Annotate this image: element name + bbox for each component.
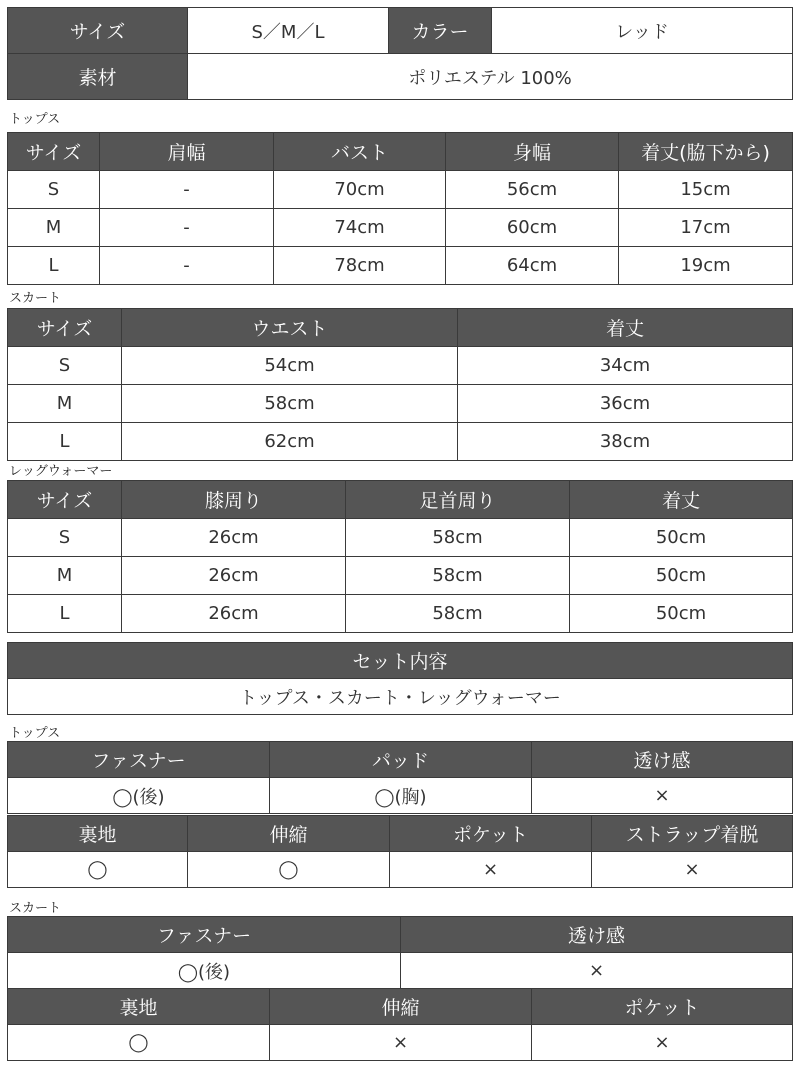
- table-cell: 34cm: [458, 347, 793, 385]
- table-cell: ◯(後): [8, 953, 401, 989]
- table-cell: ×: [532, 1025, 793, 1061]
- table-cell: L: [8, 247, 100, 285]
- col-header: サイズ: [8, 309, 122, 347]
- table-cell: ×: [390, 852, 592, 888]
- table-cell: L: [8, 595, 122, 633]
- skirt-spec-table-2: [7, 988, 793, 1061]
- table-cell: 50cm: [570, 519, 793, 557]
- col-header: サイズ: [8, 481, 122, 519]
- table-row: [8, 209, 793, 247]
- table-cell: ×: [532, 778, 793, 814]
- table-cell: M: [8, 557, 122, 595]
- summary-table: [7, 7, 793, 100]
- col-header: 着丈: [458, 309, 793, 347]
- table-row: [8, 557, 793, 595]
- col-header: 着丈(脇下から): [619, 133, 793, 171]
- col-header: 膝周り: [122, 481, 346, 519]
- col-header: 足首周り: [346, 481, 570, 519]
- col-header: 裏地: [8, 816, 188, 852]
- col-header: パッド: [270, 742, 532, 778]
- table-cell: 38cm: [458, 423, 793, 461]
- col-header: バスト: [274, 133, 446, 171]
- table-cell: S: [8, 171, 100, 209]
- table-row: [8, 778, 793, 814]
- material-value: ポリエステル 100%: [188, 54, 793, 100]
- table-row: [8, 347, 793, 385]
- table-cell: -: [100, 247, 274, 285]
- table-cell: ×: [270, 1025, 532, 1061]
- col-header: 伸縮: [188, 816, 390, 852]
- table-cell: 60cm: [446, 209, 619, 247]
- table-cell: 50cm: [570, 595, 793, 633]
- tops-size-caption: トップス: [9, 112, 61, 127]
- table-cell: ◯: [8, 852, 188, 888]
- table-cell: 17cm: [619, 209, 793, 247]
- table-cell: -: [100, 209, 274, 247]
- table-row: [8, 519, 793, 557]
- table-cell: ◯(後): [8, 778, 270, 814]
- col-header: ポケット: [390, 816, 592, 852]
- col-header: 着丈: [570, 481, 793, 519]
- table-row: [8, 953, 793, 989]
- table-cell: 26cm: [122, 557, 346, 595]
- table-cell: S: [8, 519, 122, 557]
- table-cell: ◯(胸): [270, 778, 532, 814]
- table-cell: ◯: [8, 1025, 270, 1061]
- table-cell: 54cm: [122, 347, 458, 385]
- col-header: サイズ: [8, 133, 100, 171]
- table-row: [8, 423, 793, 461]
- table-cell: 70cm: [274, 171, 446, 209]
- col-header: ファスナー: [8, 917, 401, 953]
- tops-spec-caption: トップス: [9, 726, 61, 741]
- set-contents-value: トップス・スカート・レッグウォーマー: [8, 679, 793, 715]
- table-row: [8, 1025, 793, 1061]
- material-label: 素材: [8, 54, 188, 100]
- skirt-spec-table-1: [7, 916, 793, 989]
- table-row: [8, 171, 793, 209]
- table-cell: M: [8, 209, 100, 247]
- set-contents-table: [7, 642, 793, 715]
- color-label: カラー: [389, 8, 492, 54]
- table-cell: 19cm: [619, 247, 793, 285]
- table-cell: 58cm: [346, 595, 570, 633]
- table-cell: 58cm: [346, 557, 570, 595]
- table-cell: 26cm: [122, 519, 346, 557]
- skirt-spec-caption: スカート: [9, 901, 62, 916]
- table-cell: 74cm: [274, 209, 446, 247]
- col-header: ファスナー: [8, 742, 270, 778]
- table-row: [8, 852, 793, 888]
- set-contents-header: セット内容: [8, 643, 793, 679]
- size-value: S／M／L: [188, 8, 389, 54]
- col-header: ウエスト: [122, 309, 458, 347]
- table-cell: 56cm: [446, 171, 619, 209]
- col-header: 伸縮: [270, 989, 532, 1025]
- table-cell: 78cm: [274, 247, 446, 285]
- skirt-size-caption: スカート: [9, 291, 62, 306]
- col-header: 透け感: [401, 917, 793, 953]
- table-cell: -: [100, 171, 274, 209]
- table-cell: 50cm: [570, 557, 793, 595]
- table-cell: 62cm: [122, 423, 458, 461]
- table-row: [8, 385, 793, 423]
- table-cell: 15cm: [619, 171, 793, 209]
- col-header: 裏地: [8, 989, 270, 1025]
- table-cell: S: [8, 347, 122, 385]
- table-row: [8, 595, 793, 633]
- color-value: レッド: [492, 8, 793, 54]
- table-cell: L: [8, 423, 122, 461]
- tops-spec-table-2: [7, 815, 793, 888]
- table-cell: ×: [401, 953, 793, 989]
- legwarmer-size-table: [7, 480, 793, 633]
- table-cell: 58cm: [122, 385, 458, 423]
- col-header: 肩幅: [100, 133, 274, 171]
- table-cell: ×: [592, 852, 793, 888]
- size-label: サイズ: [8, 8, 188, 54]
- table-cell: 58cm: [346, 519, 570, 557]
- table-cell: M: [8, 385, 122, 423]
- tops-spec-table-1: [7, 741, 793, 814]
- table-row: [8, 247, 793, 285]
- table-cell: ◯: [188, 852, 390, 888]
- col-header: ストラップ着脱: [592, 816, 793, 852]
- tops-size-table: [7, 132, 793, 285]
- table-cell: 26cm: [122, 595, 346, 633]
- skirt-size-table: [7, 308, 793, 461]
- col-header: 透け感: [532, 742, 793, 778]
- table-cell: 36cm: [458, 385, 793, 423]
- legwarmer-size-caption: レッグウォーマー: [9, 464, 113, 479]
- col-header: 身幅: [446, 133, 619, 171]
- col-header: ポケット: [532, 989, 793, 1025]
- table-cell: 64cm: [446, 247, 619, 285]
